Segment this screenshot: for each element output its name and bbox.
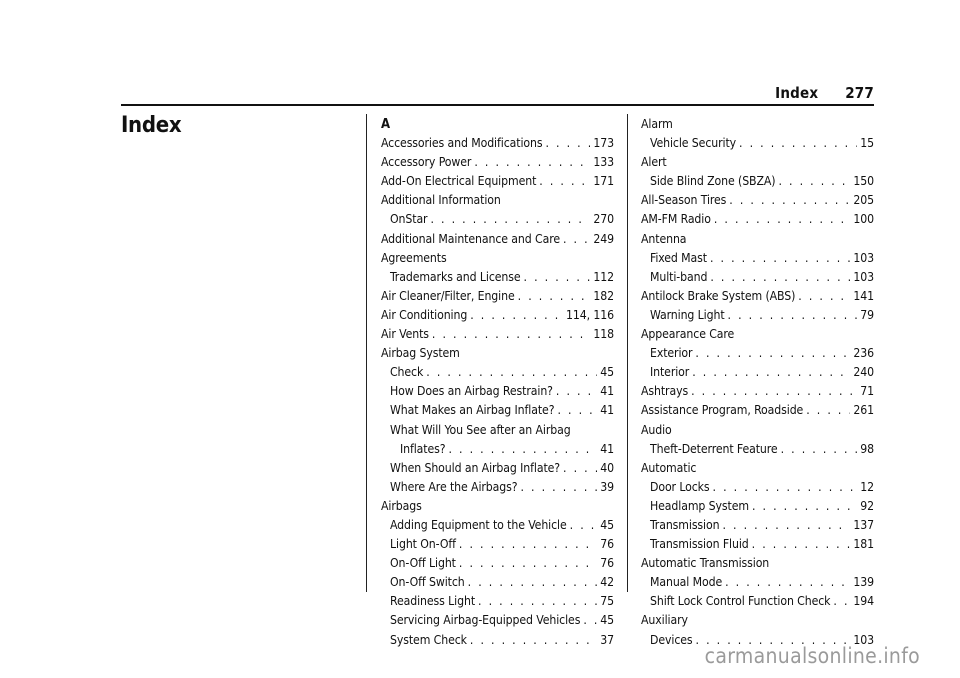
index-entry [641,210,874,229]
index-entry-page: 141 [853,288,874,303]
index-entry-name: Servicing Airbag-Equipped Vehicles [390,613,581,628]
index-entry-page: 173 [593,136,614,151]
dot-leader [713,478,858,497]
index-entry-name: On-Off Switch [390,575,465,590]
index-entry [641,497,874,516]
index-entry [381,249,614,268]
index-entry-page: 12 [860,479,874,494]
dot-leader [710,268,850,287]
index-entry-name: Check [390,365,424,380]
index-entry-name: Interior [650,365,690,380]
dot-leader [520,478,597,497]
index-entry [641,440,874,459]
column-divider-left [366,114,367,592]
index-entry-name: Audio [641,422,672,437]
index-entry-name: On-Off Light [390,556,456,571]
index-entry-page: 92 [860,498,874,513]
index-entry [381,478,614,497]
index-entry [641,191,874,210]
index-entry-name: Readiness Light [390,594,476,609]
index-entry [381,363,614,382]
index-entry [641,573,874,592]
header-rule [121,104,874,106]
dot-leader [426,363,597,382]
index-entry-name: Trademarks and License [390,269,521,284]
index-entry-page: 45 [600,613,614,628]
dot-leader [518,287,591,306]
index-entry-page: 150 [853,174,874,189]
index-entry-page: 181 [853,537,874,552]
index-entry-name: What Makes an Airbag Inflate? [390,403,555,418]
index-entry-page: 137 [853,517,874,532]
dot-leader [432,325,590,344]
dot-leader [778,172,850,191]
dot-leader [570,516,598,535]
index-entry [381,210,614,229]
dot-leader [722,516,850,535]
index-entry-name: Agreements [381,250,447,265]
index-entry-name: Automatic [641,460,697,475]
index-entry [381,134,614,153]
index-entry [641,287,874,306]
index-entry-page: 118 [593,327,614,342]
index-entry-page: 270 [593,212,614,227]
index-entry-name: Shift Lock Control Function Check [650,594,831,609]
index-entry-page: 103 [853,269,874,284]
index-entry [641,306,874,325]
index-entry-page: 45 [600,517,614,532]
index-entry [381,535,614,554]
index-entry-name: Automatic Transmission [641,556,770,571]
index-entry-name: Inflates? [400,441,446,456]
dot-leader [725,573,850,592]
index-entry [641,554,874,573]
index-entry [381,516,614,535]
index-entry-name: Vehicle Security [650,136,737,151]
dot-leader [563,230,590,249]
index-entry [641,363,874,382]
column-divider-right [627,114,628,592]
index-entry [641,268,874,287]
index-entry-name: Additional Information [381,193,501,208]
index-entry-page: 139 [853,575,874,590]
index-entry [381,172,614,191]
index-entry [381,325,614,344]
index-entry-page: 45 [600,365,614,380]
index-entry [641,115,874,134]
index-entry-name: Accessory Power [381,155,472,170]
dot-leader [545,134,590,153]
index-entry [381,459,614,478]
watermark: carmanualsonline.info [704,644,920,668]
index-entry-page: 41 [600,441,614,456]
index-entry-page: 42 [600,575,614,590]
index-entry [641,134,874,153]
index-title: Index [121,113,182,138]
index-entry-name: Additional Maintenance and Care [381,231,560,246]
index-entry-name: Ashtrays [641,384,689,399]
index-entry-page: 41 [600,403,614,418]
dot-leader [459,535,597,554]
index-entry-name: Light On-Off [390,537,456,552]
dot-leader [470,631,597,650]
index-entry [381,592,614,611]
index-entry-name: Air Conditioning [381,307,468,322]
dot-leader [710,249,850,268]
index-entry-name: Appearance Care [641,327,735,342]
index-entry-page: 194 [853,594,874,609]
index-entry-page: 41 [600,384,614,399]
index-entry [641,478,874,497]
dot-leader [583,611,597,630]
index-entry [641,153,874,172]
index-entry [641,459,874,478]
index-entry-page: 205 [853,193,874,208]
index-entry [381,230,614,249]
dot-leader [430,210,590,229]
index-entry [641,172,874,191]
index-entry [381,287,614,306]
index-entry-page: 182 [593,288,614,303]
index-entry-page: 39 [600,479,614,494]
dot-leader [739,134,857,153]
index-entry [381,382,614,401]
index-entry [641,230,874,249]
index-entry-page: 171 [593,174,614,189]
dot-leader [556,382,597,401]
index-entry [381,421,614,440]
index-entry-name: AM-FM Radio [641,212,711,227]
index-entry-name: Auxiliary [641,613,688,628]
index-entry [381,153,614,172]
index-entry-page: 76 [600,556,614,571]
dot-leader [695,344,850,363]
index-entry-name: What Will You See after an Airbag [390,422,571,437]
index-column-1 [381,115,614,650]
index-entry [381,611,614,630]
index-entry-name: Headlamp System [650,498,749,513]
dot-leader [478,592,597,611]
index-entry-name: Warning Light [650,307,725,322]
index-entry-name: Antilock Brake System (ABS) [641,288,796,303]
dot-leader [459,554,597,573]
index-entry [641,516,874,535]
index-entry [381,401,614,420]
index-entry [641,611,874,630]
index-entry [641,592,874,611]
index-entry-name: Airbag System [381,346,460,361]
index-entry [381,306,614,325]
index-entry [381,268,614,287]
dot-leader [798,287,850,306]
dot-leader [448,440,597,459]
index-entry-name: Fixed Mast [650,250,707,265]
dot-leader [557,401,597,420]
index-entry-name: Accessories and Modifications [381,136,543,151]
index-entry [381,440,614,459]
index-entry-name: How Does an Airbag Restrain? [390,384,553,399]
index-entry-page: 261 [853,403,874,418]
index-entry-name: All-Season Tires [641,193,727,208]
dot-leader [728,306,858,325]
index-entry [381,573,614,592]
dot-leader [524,268,591,287]
index-entry-name: Alarm [641,117,673,131]
index-entry-name: Antenna [641,231,687,246]
index-entry-name: Add-On Electrical Equipment [381,174,537,189]
index-entry-page: 133 [593,155,614,170]
index-entry [381,497,614,516]
index-entry [381,344,614,363]
index-entry-page: 15 [860,136,874,151]
index-entry [641,344,874,363]
index-entry-page: 114, 116 [565,307,614,322]
dot-leader [714,210,851,229]
index-entry-name: Assistance Program, Roadside [641,403,804,418]
index-entry-name: Where Are the Airbags? [390,479,518,494]
dot-leader [781,440,858,459]
dot-leader [806,401,850,420]
index-entry-name: Airbags [381,498,422,513]
index-entry-page: 103 [853,632,874,647]
index-entry-name: Manual Mode [650,575,723,590]
dot-leader [474,153,590,172]
dot-leader [752,497,857,516]
dot-leader [539,172,590,191]
index-entry-page: 76 [600,537,614,552]
index-entry-name: Multi-band [650,269,708,284]
index-entry-name: Theft-Deterrent Feature [650,441,778,456]
index-entry-name: Air Vents [381,327,429,342]
index-entry [641,401,874,420]
dot-leader [833,592,850,611]
index-entry-name: OnStar [390,212,428,227]
index-entry [381,554,614,573]
index-entry-name: Transmission [650,517,720,532]
index-column-2 [641,115,874,650]
header-title: Index [775,84,819,102]
index-entry-page: 112 [593,269,614,284]
index-entry-page: 71 [860,384,874,399]
index-entry-page: 240 [853,365,874,380]
index-entry-name: System Check [390,632,467,647]
index-entry-name: Devices [650,632,693,647]
index-entry-page: 236 [853,346,874,361]
dot-leader [470,306,563,325]
index-entry [641,382,874,401]
index-entry-name: Exterior [650,346,693,361]
index-entry [641,325,874,344]
index-section-letter: A [381,117,390,132]
index-entry-page: 79 [860,307,874,322]
index-entry-page: 249 [593,231,614,246]
dot-leader [563,459,597,478]
dot-leader [752,535,851,554]
index-entry-name: Transmission Fluid [650,537,749,552]
index-entry-name: Side Blind Zone (SBZA) [650,174,776,189]
index-entry-page: 100 [853,212,874,227]
index-entry [381,191,614,210]
index-entry-page: 40 [600,460,614,475]
index-entry [641,421,874,440]
page-header [775,84,874,102]
dot-leader [691,382,857,401]
index-entry [641,249,874,268]
dot-leader [729,191,850,210]
index-entry-name: Door Locks [650,479,710,494]
index-entry-page: 75 [600,594,614,609]
index-entry-name: Air Cleaner/Filter, Engine [381,288,515,303]
index-entry-page: 37 [600,632,614,647]
index-entry-name: Alert [641,155,667,170]
dot-leader [692,363,850,382]
index-entry [381,631,614,650]
index-entry [641,535,874,554]
index-entry-page: 103 [853,250,874,265]
dot-leader [468,573,598,592]
index-entry-page: 98 [860,441,874,456]
index-entry-name: Adding Equipment to the Vehicle [390,517,567,532]
index-entry-name: When Should an Airbag Inflate? [390,460,561,475]
header-page-number: 277 [845,84,874,102]
